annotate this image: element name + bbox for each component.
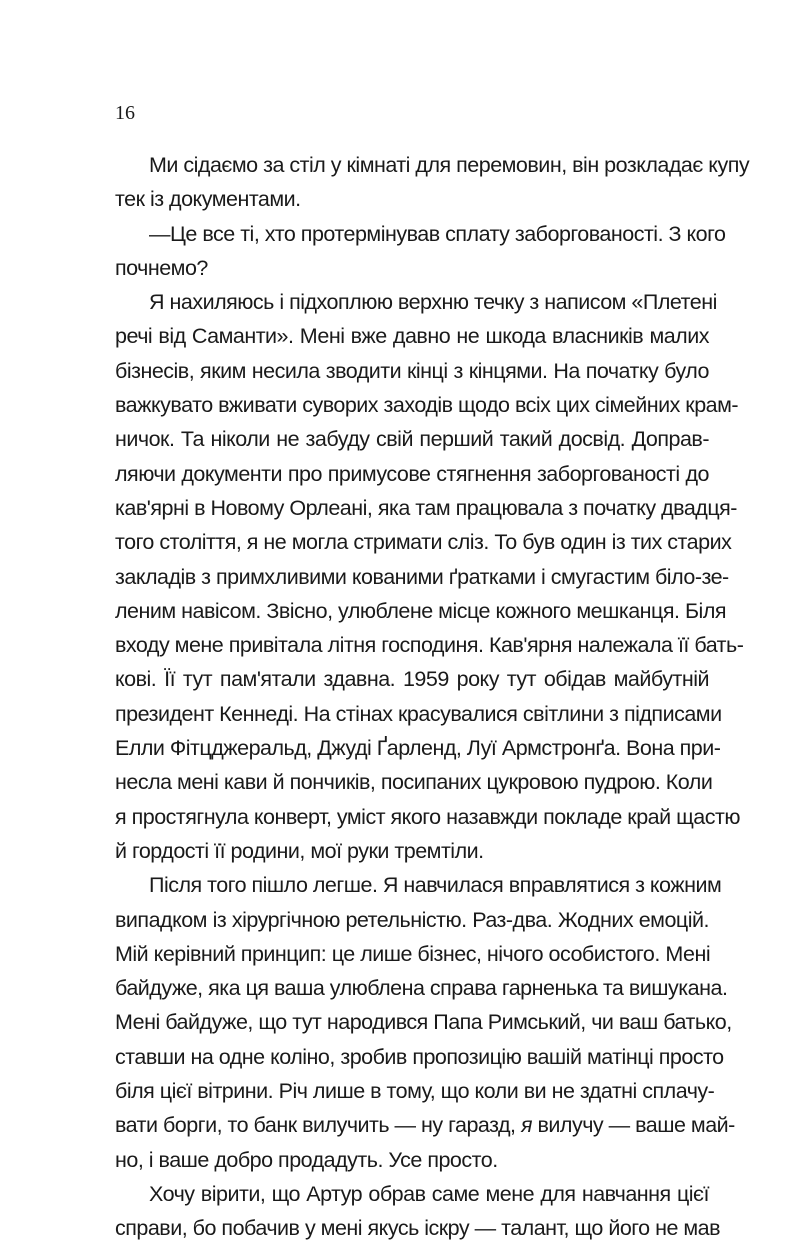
text-line: несла мені кави й пончиків, посипаних цукровою пудрою. Коли: [115, 770, 713, 795]
text-line: входу мене привітала літня господиня. Кав'ярня належала її бать-: [115, 633, 744, 658]
text-line: Після того пішло легше. Я навчилася вправлятися з кожним: [149, 873, 722, 898]
text-body: [115, 148, 750, 1246]
text-fragment: вилучу — ваше май-: [532, 1113, 735, 1138]
text-line: й гордості її родини, мої руки тремтіли.: [115, 838, 484, 863]
paragraph-4: [115, 868, 735, 1177]
text-line: почнемо?: [115, 255, 208, 280]
italic-word: я: [521, 1113, 532, 1138]
text-line: [115, 1108, 735, 1142]
text-line: тек із документами.: [115, 187, 301, 212]
text-line: Мій керівний принцип: це лише бізнес, нічого особистого. Мені: [115, 941, 711, 966]
text-line: біля цієї вітрини. Річ лише в тому, що коли ви не здатні сплачу-: [115, 1079, 715, 1104]
text-line: кав'ярні в Новому Орлеані, яка там працювала з початку двадця-: [115, 495, 737, 520]
text-line: важкувато вживати суворих заходів щодо всіх цих сімейних крам-: [115, 393, 739, 418]
text-line: ничок. Та ніколи не забуду свій перший такий досвід. Доправ-: [115, 427, 709, 452]
text-line: байдуже, яка ця ваша улюблена справа гарненька та вишукана.: [115, 976, 728, 1001]
text-line: кові. Її тут пам'ятали здавна. 1959 року тут обідав майбутній: [115, 667, 709, 692]
text-line: я простягнула конверт, уміст якого назавжди покладе край щастю: [115, 804, 740, 829]
text-fragment: вати борги, то банк вилучить — ну гаразд,: [115, 1113, 521, 1138]
text-line: президент Кеннеді. На стінах красувалися світлини з підписами: [115, 701, 722, 726]
text-line: но, і ваше добро продадуть. Усе просто.: [115, 1147, 498, 1172]
text-line: речі від Саманти». Мені вже давно не шкода власників малих: [115, 324, 709, 349]
text-line: бізнесів, яким несила зводити кінці з кінцями. На початку було: [115, 358, 709, 383]
text-line: ставши на одне коліно, зробив пропозицію вашій матінці просто: [115, 1044, 724, 1069]
text-line: Я нахиляюсь і підхоплюю верхню течку з написом «Плетені: [149, 290, 717, 315]
paragraph-1: [115, 148, 750, 217]
text-line: випадком із хірургічною ретельністю. Раз-два. Жодних емоцій.: [115, 907, 709, 932]
text-line: леним навісом. Звісно, улюблене місце кожного мешканця. Біля: [115, 598, 727, 623]
text-line: Мені байдуже, що тут народився Папа Римський, чи ваш батько,: [115, 1010, 732, 1035]
text-line: Елли Фітцджеральд, Джуді Ґарленд, Луї Армстронґа. Вона при-: [115, 736, 721, 761]
text-line: того століття, я не могла стримати сліз. То був один із тих старих: [115, 530, 732, 555]
paragraph-5: [115, 1177, 721, 1246]
text-line: Хочу вірити, що Артур обрав саме мене для навчання цієї: [149, 1181, 709, 1206]
text-line: справи, бо побачив у мені якусь іскру — талант, що його не мав: [115, 1216, 721, 1241]
paragraph-2: [115, 217, 726, 286]
text-line: —Це все ті, хто протермінував сплату заборгованості. З кого: [149, 221, 726, 246]
text-line: ляючи документи про примусове стягнення заборгованості до: [115, 461, 709, 486]
paragraph-3: [115, 285, 744, 868]
text-line: закладів з примхливими кованими ґратками і смугастим біло-зе-: [115, 564, 729, 589]
page-number: 16: [115, 102, 135, 124]
text-line: Ми сідаємо за стіл у кімнаті для перемовин, він розкладає купу: [149, 153, 750, 177]
